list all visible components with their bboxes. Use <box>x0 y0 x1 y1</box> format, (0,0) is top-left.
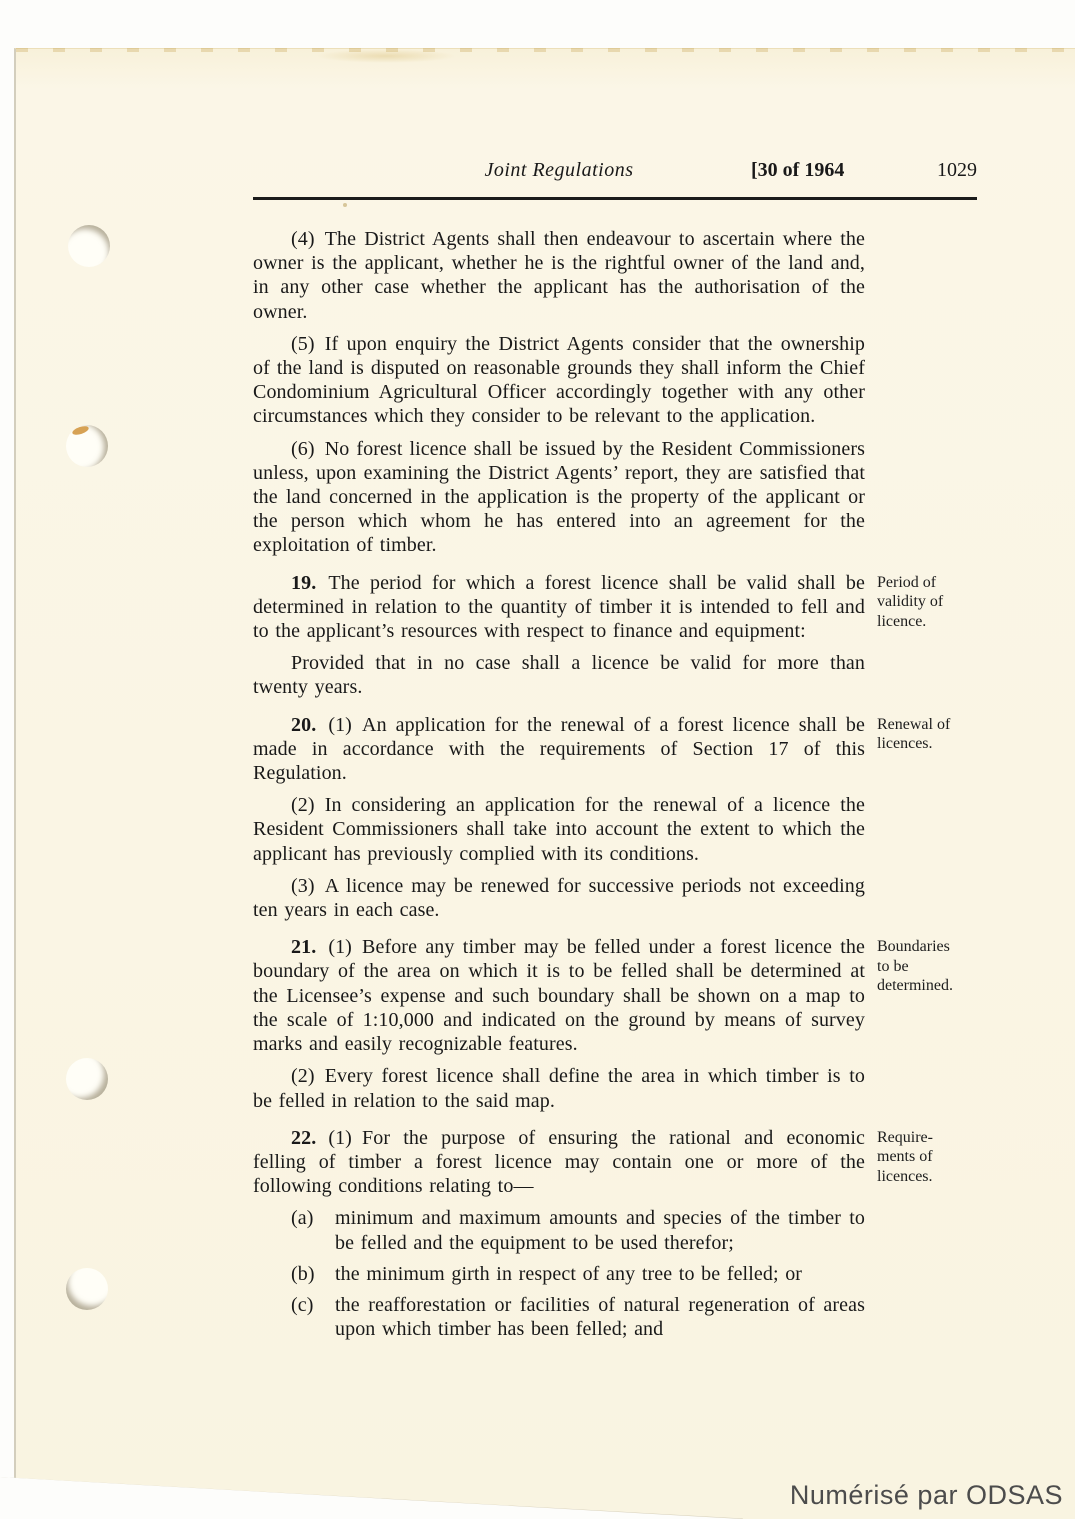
header-rule <box>253 197 977 200</box>
list-item-a-text: minimum and maximum amounts and species of the timber to be felled and the equipment to be used therefor; <box>335 1207 865 1254</box>
margin-note-line: licences. <box>877 1167 933 1185</box>
list-item-c-label: (c) <box>291 1293 314 1316</box>
section-21-number: 21. <box>291 936 317 959</box>
margin-note-line: licences. <box>877 735 933 753</box>
list-item-b-label: (b) <box>291 1262 315 1285</box>
section-20-paragraph-1 <box>253 713 865 786</box>
margin-note-line: to be <box>877 957 909 975</box>
section-22-text: (1) For the purpose of ensuring the rational and economic felling of timber a forest licence may contain one or more of the following conditions relating to— <box>253 1126 865 1198</box>
paragraph-4: (4) The District Agents shall then endeavour to ascertain where the owner is the applicant, whether he is the rightful owner of the land and, in any other case whether the applicant has the authorisation of the owner. <box>253 228 865 323</box>
list-item-a-label: (a) <box>291 1207 314 1230</box>
section-20-paragraph-2: (2) In considering an application for the renewal of a licence the Resident Commissioners shall take into account the extent to which the applicant has previously complied with its conditions. <box>253 794 865 865</box>
margin-note-line: Boundaries <box>877 938 950 956</box>
section-19 <box>253 571 977 652</box>
section-19-text: The period for which a forest licence shall be valid shall be determined in relation to the quantity of timber it is intended to fell and to the applicant’s resources with respect to finance and equipment: <box>253 571 865 643</box>
hole-punch-icon <box>66 1268 108 1310</box>
margin-note-requirements <box>877 1126 977 1187</box>
issue-reference: [30 of 1964 <box>751 159 845 181</box>
section-21-paragraph-2: (2) Every forest licence shall define the area in which timber is to be felled in relation to the said map. <box>253 1065 865 1112</box>
list-item-a <box>253 1206 865 1254</box>
section-22 <box>253 1126 977 1207</box>
list-item-b-text: the minimum girth in respect of any tree to be felled; or <box>335 1262 803 1285</box>
section-20 <box>253 713 977 794</box>
page-header <box>253 159 977 185</box>
list-item-b <box>253 1262 865 1286</box>
hole-punch-icon <box>66 1058 108 1100</box>
margin-note-line: determined. <box>877 977 953 995</box>
section-19-number: 19. <box>291 571 317 594</box>
section-22-number: 22. <box>291 1126 317 1149</box>
margin-note-boundaries <box>877 935 977 996</box>
margin-note-line: validity of <box>877 593 944 611</box>
paragraph-5: (5) If upon enquiry the District Agents consider that the ownership of the land is disputed on reasonable grounds they shall inform the Chief Condominium Agricultural Officer accordingly together with any other circumstances which they consider to be relevant to the application. <box>253 332 865 428</box>
margin-note-line: Require- <box>877 1128 933 1146</box>
margin-note-line: ments of <box>877 1148 933 1166</box>
margin-note-line: Period of <box>877 573 937 591</box>
section-20-text: (1) An application for the renewal of a forest licence shall be made in accordance with the requirements of Section 17 of this Regulation. <box>253 713 865 785</box>
margin-note-line: licence. <box>877 612 927 630</box>
section-21-text: (1) Before any timber may be felled under a forest licence the boundary of the area on which it is to be felled shall be determined at the Licensee’s expense and such boundary shall be shown on a map to the scale of 1:10,000 and indicated on the ground by means of survey marks and easily recognizable features. <box>253 936 865 1056</box>
section-21 <box>253 935 977 1064</box>
digitization-watermark: Numérisé par ODSAS <box>789 1480 1063 1510</box>
section-19-proviso: Provided that in no case shall a licence be valid for more than twenty years. <box>253 652 865 699</box>
section-19-paragraph <box>253 571 865 644</box>
page-number: 1029 <box>937 159 977 181</box>
margin-note-line: Renewal of <box>877 715 951 733</box>
scanned-page <box>14 48 1075 1519</box>
page-content <box>253 159 977 1348</box>
section-20-number: 20. <box>291 713 317 736</box>
list-item-c-text: the reafforestation or facilities of natural regeneration of areas upon which timber has been felled; and <box>335 1293 865 1341</box>
paragraph-6: (6) No forest licence shall be issued by the Resident Commissioners unless, upon examining the District Agents’ report, they are satisfied that the land concerned in the application is the property of the applicant or the person which whom he has entered into an agreement for the exploitation of timber. <box>253 437 865 557</box>
section-22-paragraph-1 <box>253 1126 865 1199</box>
hole-punch-icon <box>68 225 110 267</box>
section-20-paragraph-3: (3) A licence may be renewed for successive periods not exceeding ten years in each case. <box>253 874 865 922</box>
body-text <box>253 227 977 1341</box>
list-item-c <box>253 1293 865 1341</box>
margin-note-period-of-validity <box>877 571 977 632</box>
margin-note-renewal <box>877 713 977 754</box>
running-title: Joint Regulations <box>484 159 634 181</box>
paper-stain <box>316 49 456 63</box>
section-21-paragraph-1 <box>253 935 865 1056</box>
